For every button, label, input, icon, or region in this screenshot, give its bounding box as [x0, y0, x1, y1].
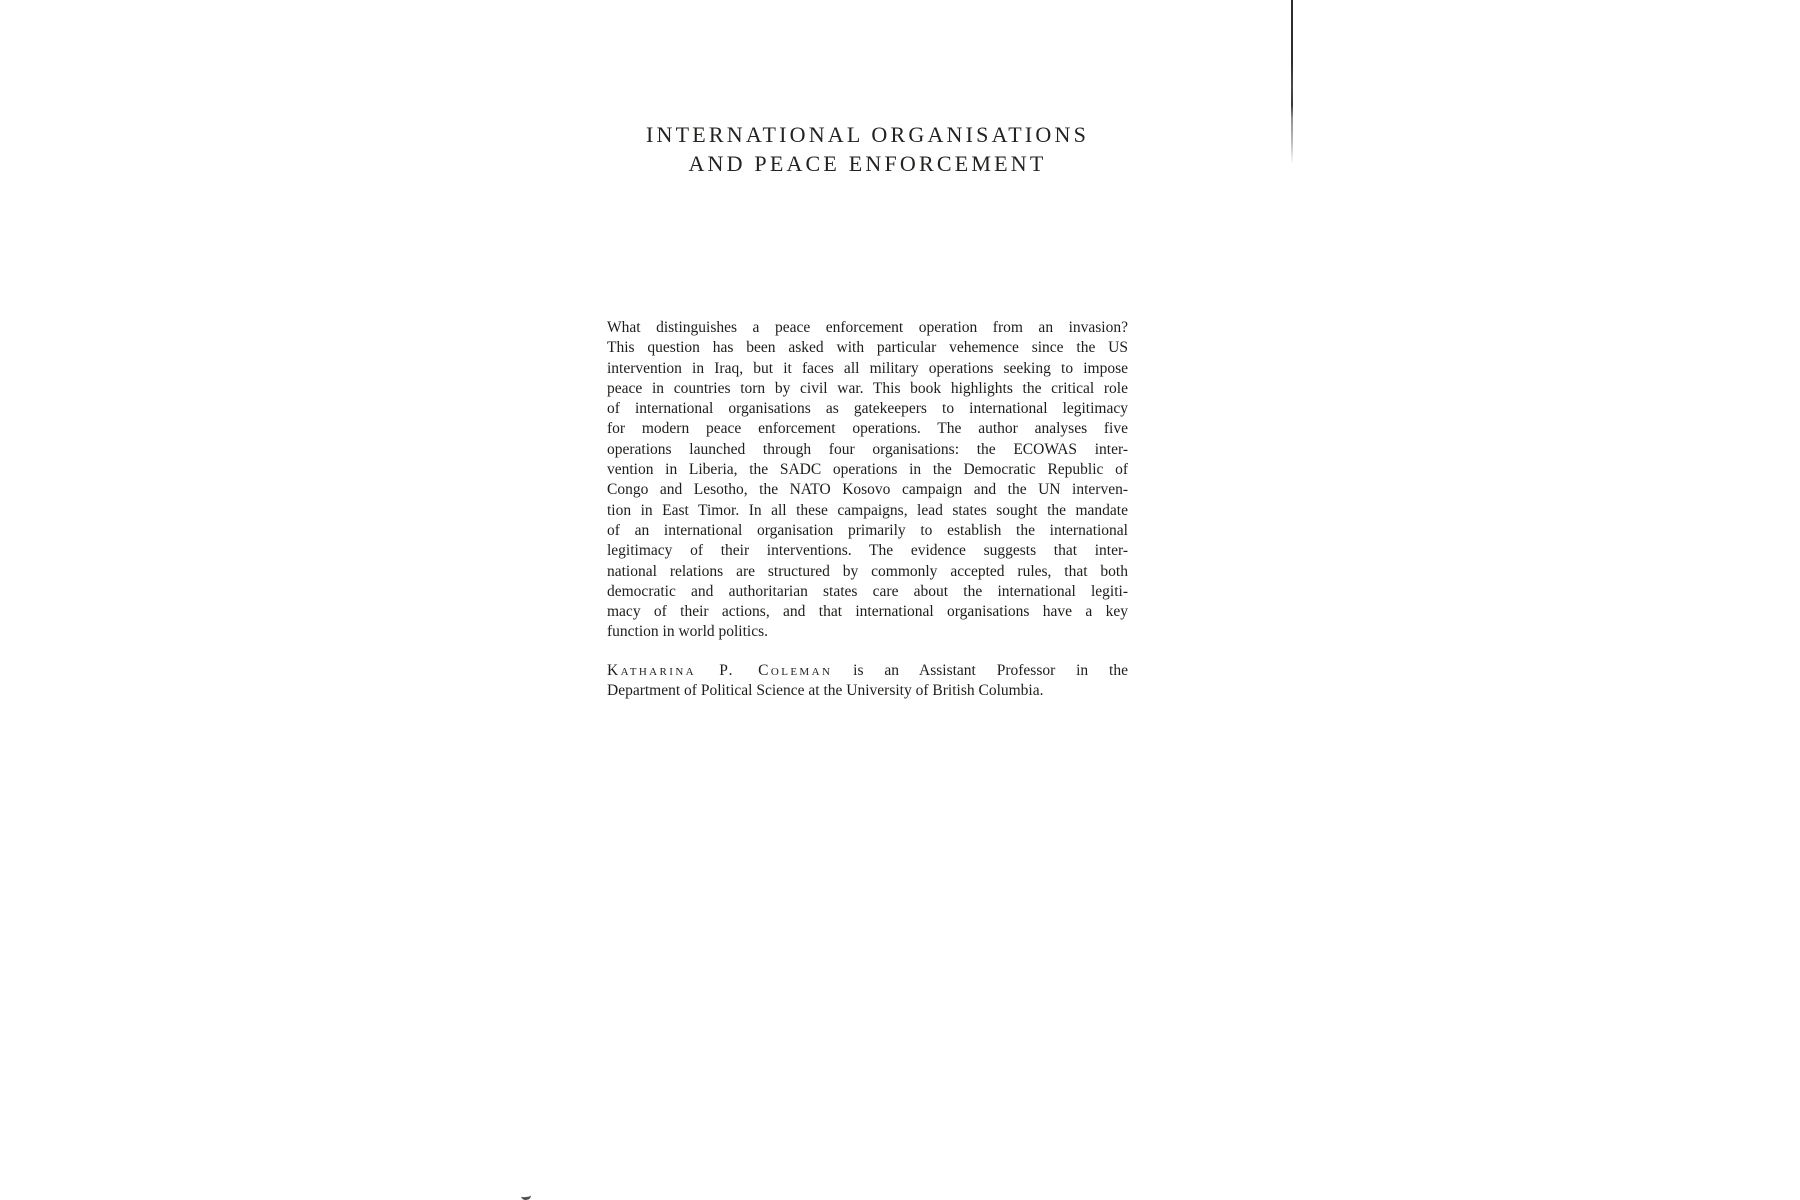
author-name: Katharina P. Coleman	[607, 662, 833, 679]
blurb-line: Congo and Lesotho, the NATO Kosovo campaign and the UN interven-	[607, 481, 1128, 499]
title-line-2: AND PEACE ENFORCEMENT	[688, 151, 1047, 176]
blurb-line: legitimacy of their interventions. The evidence suggests that inter-	[607, 542, 1128, 560]
scan-edge-line	[1291, 0, 1293, 164]
author-bio-line-1-rest: is an Assistant Professor in the	[832, 662, 1128, 679]
blurb-line: tion in East Timor. In all these campaigns, lead states sought the mandate	[607, 501, 1128, 519]
blurb-line: This question has been asked with particular vehemence since the US	[607, 339, 1128, 357]
blurb-line: national relations are structured by commonly accepted rules, that both	[607, 562, 1128, 580]
blurb-line: macy of their actions, and that international organisations have a key	[607, 603, 1128, 621]
author-bio	[607, 661, 1128, 702]
blurb-paragraph	[607, 318, 1128, 643]
blurb-line: operations launched through four organisations: the ECOWAS inter-	[607, 440, 1128, 458]
blurb-line: of an international organisation primarily to establish the international	[607, 521, 1128, 539]
scan-mark	[521, 1191, 532, 1200]
blurb-line: function in world politics.	[607, 623, 769, 641]
blurb-line: peace in countries torn by civil war. This book highlights the critical role	[607, 379, 1128, 397]
title-line-1: INTERNATIONAL ORGANISATIONS	[645, 122, 1090, 147]
author-bio-line-2: Department of Political Science at the University of British Columbia.	[607, 682, 1044, 700]
blurb-line: democratic and authoritarian states care about the international legiti-	[607, 582, 1128, 600]
blurb-line: of international organisations as gatekeepers to international legitimacy	[607, 400, 1128, 418]
blurb-line: vention in Liberia, the SADC operations in the Democratic Republic of	[607, 461, 1128, 479]
book-title	[607, 120, 1128, 178]
blurb-line: for modern peace enforcement operations. The author analyses five	[607, 420, 1128, 438]
blurb-line: What distinguishes a peace enforcement operation from an invasion?	[607, 319, 1128, 336]
author-bio-line-1	[607, 661, 1128, 681]
blurb-line: intervention in Iraq, but it faces all military operations seeking to impose	[607, 359, 1128, 377]
